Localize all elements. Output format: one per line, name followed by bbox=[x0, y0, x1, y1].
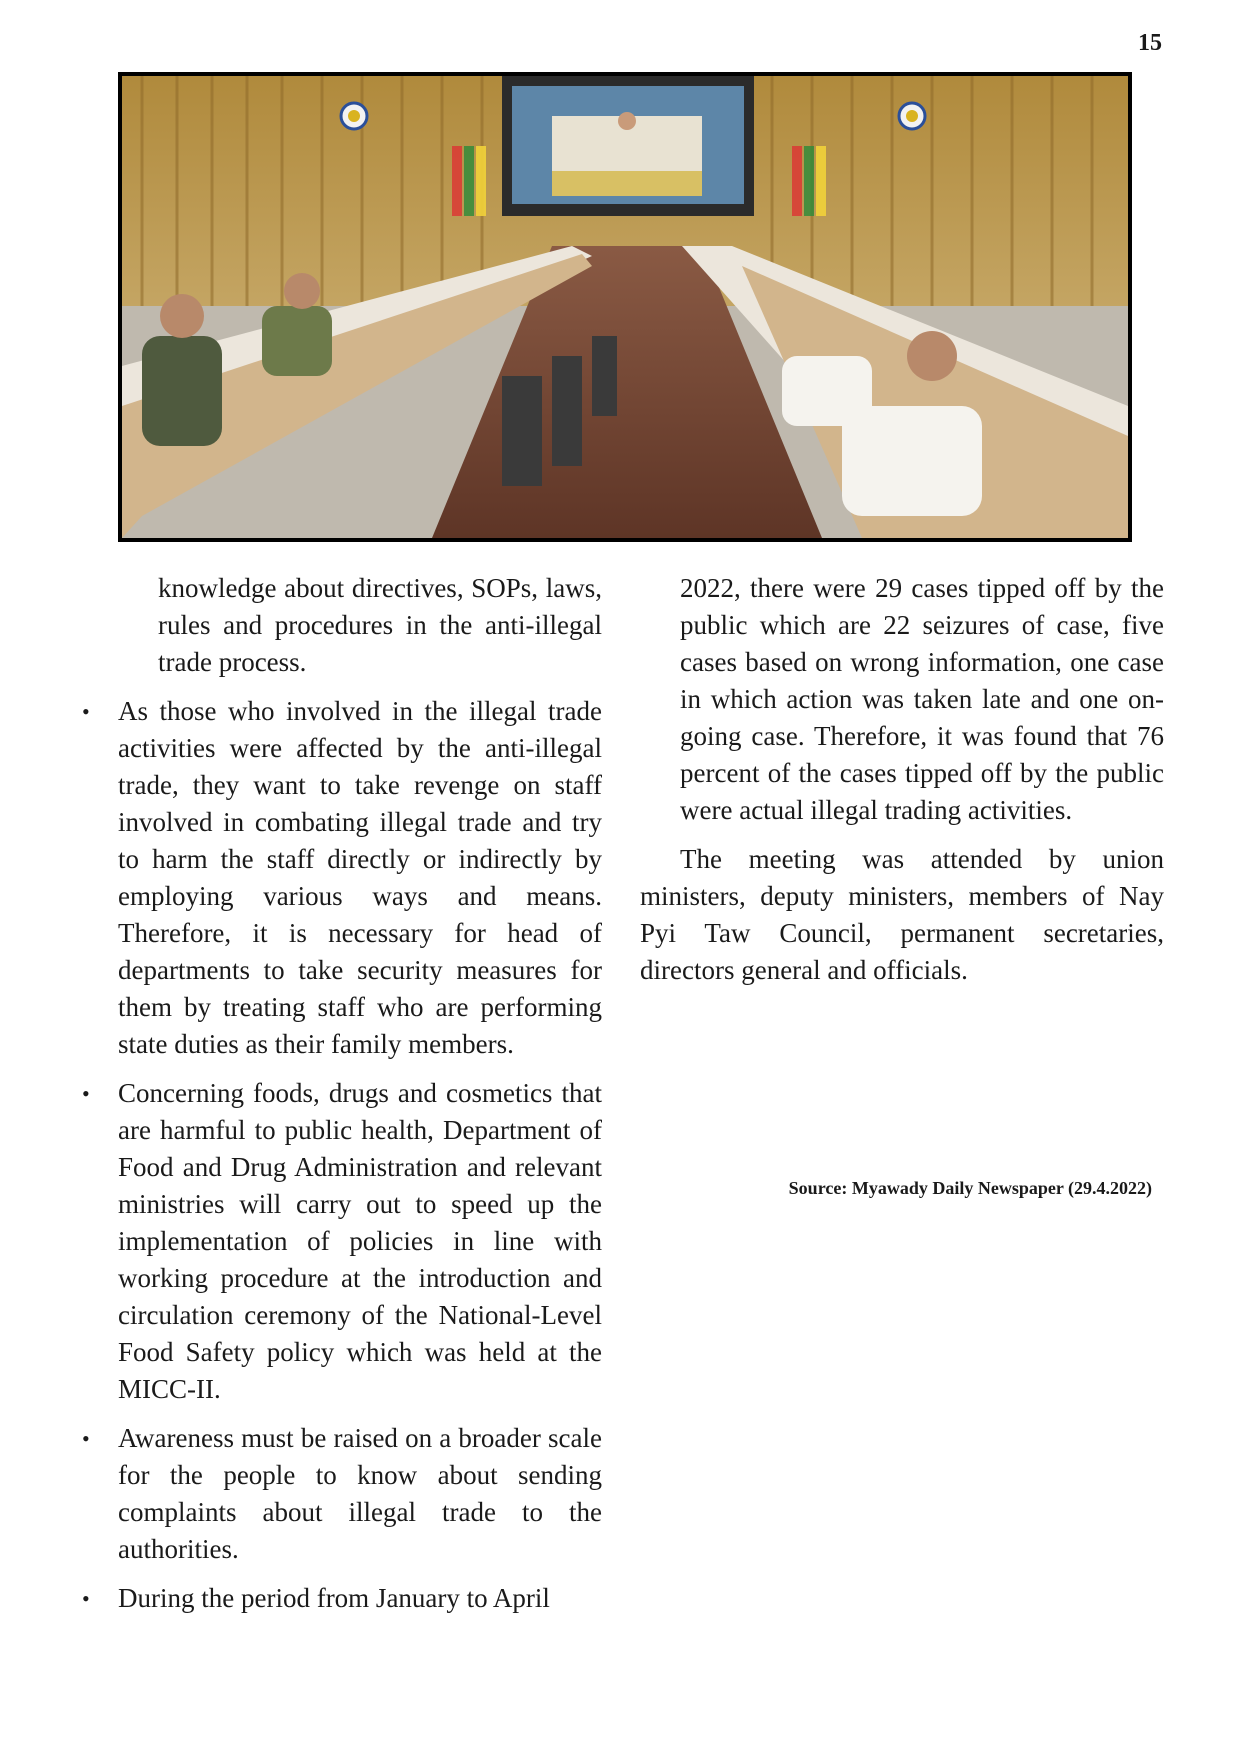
page-number: 15 bbox=[1138, 30, 1162, 56]
meeting-photo-illustration bbox=[122, 76, 1128, 538]
bullet-icon: • bbox=[82, 699, 90, 724]
bullet-item bbox=[82, 1420, 602, 1568]
attendance-paragraph: The meeting was attended by union ministers, deputy ministers, members of Nay Pyi Taw Council, permanent secretaries, directors general and officials. bbox=[640, 844, 1164, 985]
bullet-item bbox=[82, 1075, 602, 1408]
source-citation: Source: Myawady Daily Newspaper (29.4.2022) bbox=[788, 1178, 1152, 1198]
bullet-item bbox=[82, 693, 602, 1063]
bullet-item bbox=[82, 1580, 602, 1617]
bullet-icon: • bbox=[82, 1426, 90, 1451]
left-continuation-paragraph: knowledge about directives, SOPs, laws, rules and procedures in the anti-illegal trade process. bbox=[158, 573, 602, 677]
bullet-text: As those who involved in the illegal trade activities were affected by the anti-illegal trade, they want to take revenge on staff involved in combating illegal trade and try to harm the staff directly or indirectly by employing various ways and means. Therefore, it is necessary for head of departments to take security measures for them by treating staff who are performing state duties as their family members. bbox=[118, 696, 602, 1059]
meeting-photo bbox=[118, 72, 1132, 542]
left-column bbox=[82, 570, 602, 1629]
right-column bbox=[640, 570, 1164, 1001]
bullet-text: During the period from January to April bbox=[118, 1583, 550, 1613]
right-continuation-paragraph: 2022, there were 29 cases tipped off by the public which are 22 seizures of case, five cases based on wrong information, one case in which action was taken late and one on-going case. Therefore, it was found that 76 percent of the cases tipped off by the public were actual illegal trading activities. bbox=[680, 573, 1164, 825]
bullet-text: Awareness must be raised on a broader scale for the people to know about sending complaints about illegal trade to the authorities. bbox=[118, 1423, 602, 1564]
bullet-icon: • bbox=[82, 1081, 90, 1106]
bullet-text: Concerning foods, drugs and cosmetics that are harmful to public health, Department of Food and Drug Administration and relevant ministries will carry out to speed up the implementation of policies in line with working procedure at the introduction and circulation ceremony of the National-Level Food Safety policy which was held at the MICC-II. bbox=[118, 1078, 602, 1404]
bullet-list bbox=[82, 693, 602, 1617]
bullet-icon: • bbox=[82, 1586, 90, 1611]
